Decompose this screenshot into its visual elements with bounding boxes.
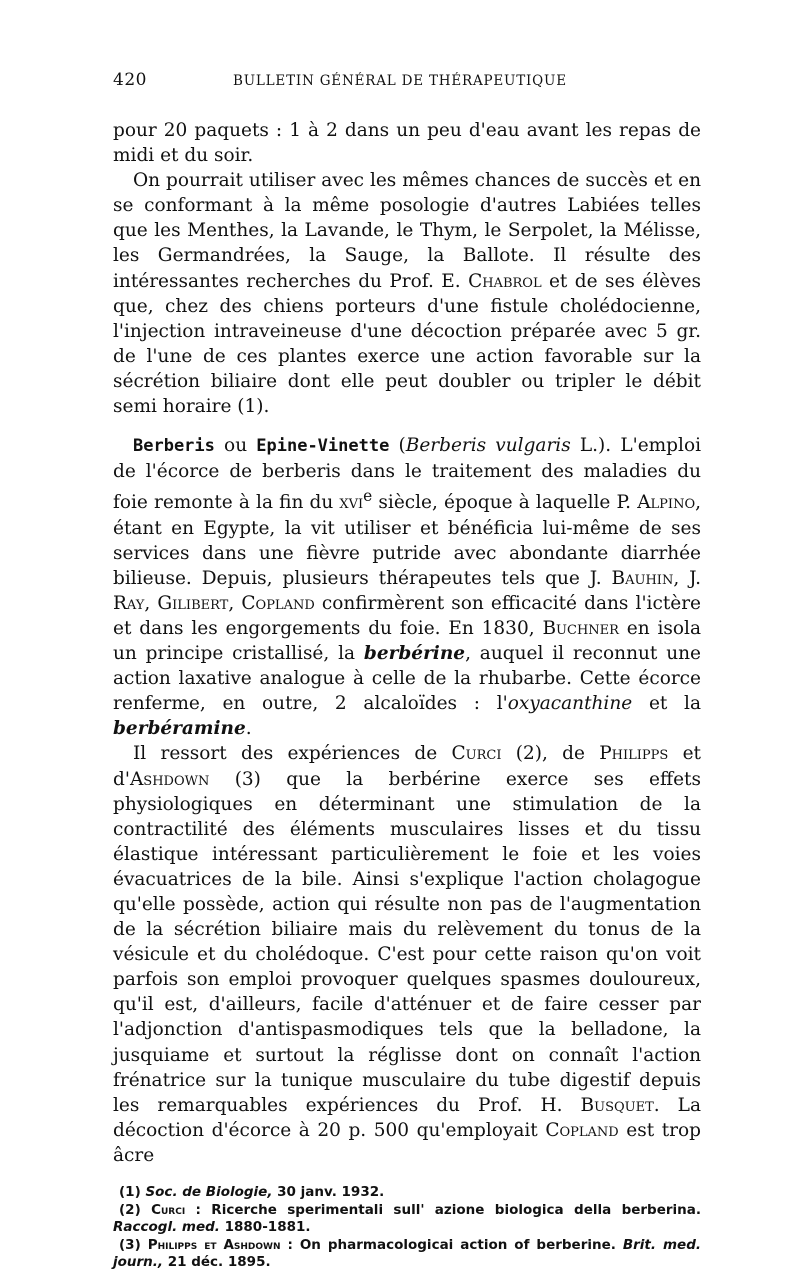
author-copland-2: Copland — [545, 1119, 619, 1141]
paragraph-3-text-c: , étant en Egypte, la vit utiliser et bénéficia lui-même de ses services dans une fièvre putride avec abondante diarrhée bilieuse. Depuis, plusieurs thérapeutes tels que J. — [113, 492, 701, 589]
footnotes — [113, 1184, 701, 1272]
footnote-3-date: 21 déc. 1895. — [163, 1254, 271, 1270]
author-curci: Curci — [451, 743, 502, 765]
footnote-2-source: Raccogl. med. — [113, 1219, 220, 1235]
author-alpino: Alpino — [637, 492, 696, 514]
paragraph-3-text-g: et la — [632, 693, 702, 715]
paragraph-3-sep-3: , — [228, 592, 242, 614]
paragraph-4-text-c: et d' — [113, 743, 701, 790]
author-chabrol: Chabrol — [468, 270, 542, 292]
section-title-epine-vinette: Epine-Vinette — [256, 436, 390, 457]
paragraph-3-text-b: siècle, époque à laquelle P. — [372, 492, 638, 514]
author-philipps: Philipps — [599, 743, 669, 765]
footnote-3-text: : On pharmacologicai action of berberine. — [280, 1236, 623, 1253]
paragraph-3-text-f: , auquel il reconnut une action laxative analogue à celle de la rhubarbe. Cette écorce renferme, en outre, 2 alcaloïdes : l' — [113, 643, 701, 715]
paragraph-2-text-b: et de ses élèves que, chez des chiens porteurs d'une fistule cholédocienne, l'injection intraveineuse d'une décoction préparée avec 5 gr. de l'une de ces plantes exerce une action favorable sur la sécrétion biliaire dont elle peut doubler ou tripler le débit semi horaire (1). — [113, 270, 702, 418]
century: xvi — [339, 492, 364, 514]
paragraph-4-text-d: (3) que la berbérine exerce ses effets physiologiques en déterminant une stimulation de la contractilité des éléments musculaires lisses et du tissu élastique intéressant particulièrement le foie et les voies évacuatrices de la bile. Ainsi s'explique l'action cholagogue qu'elle possède, action qui résulte non pas de l'augmentation de la sécrétion biliaire mais du relèvement du tonus de la vésicule et du cholédoque. C'est pour cette raison qu'on voit parfois son emploi provoquer quelques spasmes douloureux, qu'il est, d'ailleurs, facile d'atténuer et de faire cesser par l'adjonction d'antispasmodiques tels que la belladone, la jusquiame et surtout la réglisse dont on connaît l'action frénatrice sur la tunique musculaire du tube digestif depuis les remarquables expériences du Prof. H. — [113, 768, 701, 1116]
author-ashdown: Ashdown — [129, 768, 210, 790]
footnote-3-source: Brit. med. journ., — [113, 1236, 701, 1270]
footnote-1-date: 30 janv. 1932. — [272, 1184, 385, 1200]
term-oxyacanthine: oxyacanthine — [507, 693, 633, 715]
latin-name: Berberis vulgaris — [405, 435, 571, 457]
author-copland: Copland — [241, 592, 315, 614]
section-gap — [113, 419, 701, 433]
footnote-2-date: 1880-1881. — [219, 1219, 311, 1235]
author-busquet: Busquet — [580, 1094, 654, 1116]
paragraph-1-text: pour 20 paquets : 1 à 2 dans un peu d'eau avant les repas de midi et du soir. — [113, 120, 701, 167]
footnote-2 — [113, 1202, 701, 1237]
paragraph-4-text-a: Il ressort des expériences de — [133, 743, 452, 765]
paragraph-2 — [113, 168, 701, 419]
footnote-1-number: (1) — [119, 1184, 146, 1200]
page-header — [113, 70, 701, 96]
footnote-2-author: Curci — [151, 1201, 186, 1218]
century-sup: e — [363, 487, 373, 506]
footnote-2-text: : Ricerche sperimentali sull' azione biologica della berberina. — [185, 1201, 701, 1218]
author-ray: Ray — [113, 592, 145, 614]
paragraph-3-sep-2: , — [144, 592, 158, 614]
paragraph-3-sep-1: , J. — [673, 567, 702, 589]
term-berberine: berbérine — [363, 643, 466, 665]
footnote-1-source: Soc. de Biologie, — [145, 1184, 273, 1200]
footnote-3-author: Philipps et Ashdown — [147, 1236, 281, 1253]
paragraph-4-text-f: est trop âcre — [113, 1119, 701, 1166]
page — [113, 70, 701, 1272]
term-berberamine: berbéramine — [113, 718, 246, 740]
footnote-3-number: (3) — [119, 1236, 148, 1253]
running-title: BULLETIN GÉNÉRAL DE THÉRAPEUTIQUE — [233, 73, 567, 89]
footnote-2-number: (2) — [119, 1201, 152, 1218]
paragraph-3-end: . — [245, 718, 252, 740]
section-title-berberis: Berberis — [133, 436, 215, 457]
page-number: 420 — [113, 70, 147, 90]
article-body — [113, 118, 701, 1168]
paragraph-4 — [113, 741, 701, 1168]
author-buchner: Buchner — [542, 617, 619, 639]
paragraph-3-text-a: L.). L'emploi de l'écorce de berberis dans le traitement des maladies du foie remonte à la fin du — [113, 435, 701, 514]
author-gilibert: Gilibert — [157, 592, 229, 614]
footnote-3 — [113, 1237, 701, 1272]
paragraph-1 — [113, 118, 701, 168]
paragraph-3-text-e: en isola un principe cristallisé, la — [113, 617, 701, 665]
footnote-1 — [113, 1184, 701, 1202]
paragraph-4-text-b: (2), de — [501, 743, 600, 765]
paragraph-berberis — [113, 433, 701, 741]
paragraph-2-text-a: On pourrait utiliser avec les mêmes chances de succès et en se conformant à la même posologie d'autres Labiées telles que les Menthes, la Lavande, le Thym, le Serpolet, la Mélisse, les Germandrées, la Sauge, la Ballote. Il résulte des intéressantes recherches du Prof. E. — [113, 170, 701, 292]
paragraph-3-text-d: confirmèrent son efficacité dans l'ictère et dans les engorgements du foie. En 1830, — [113, 592, 701, 639]
section-title-or: ou — [214, 435, 257, 457]
latin-open: ( — [389, 435, 406, 457]
author-bauhin: Bauhin — [611, 567, 674, 589]
paragraph-4-text-e: . La décoction d'écorce à 20 p. 500 qu'employait — [113, 1094, 701, 1141]
